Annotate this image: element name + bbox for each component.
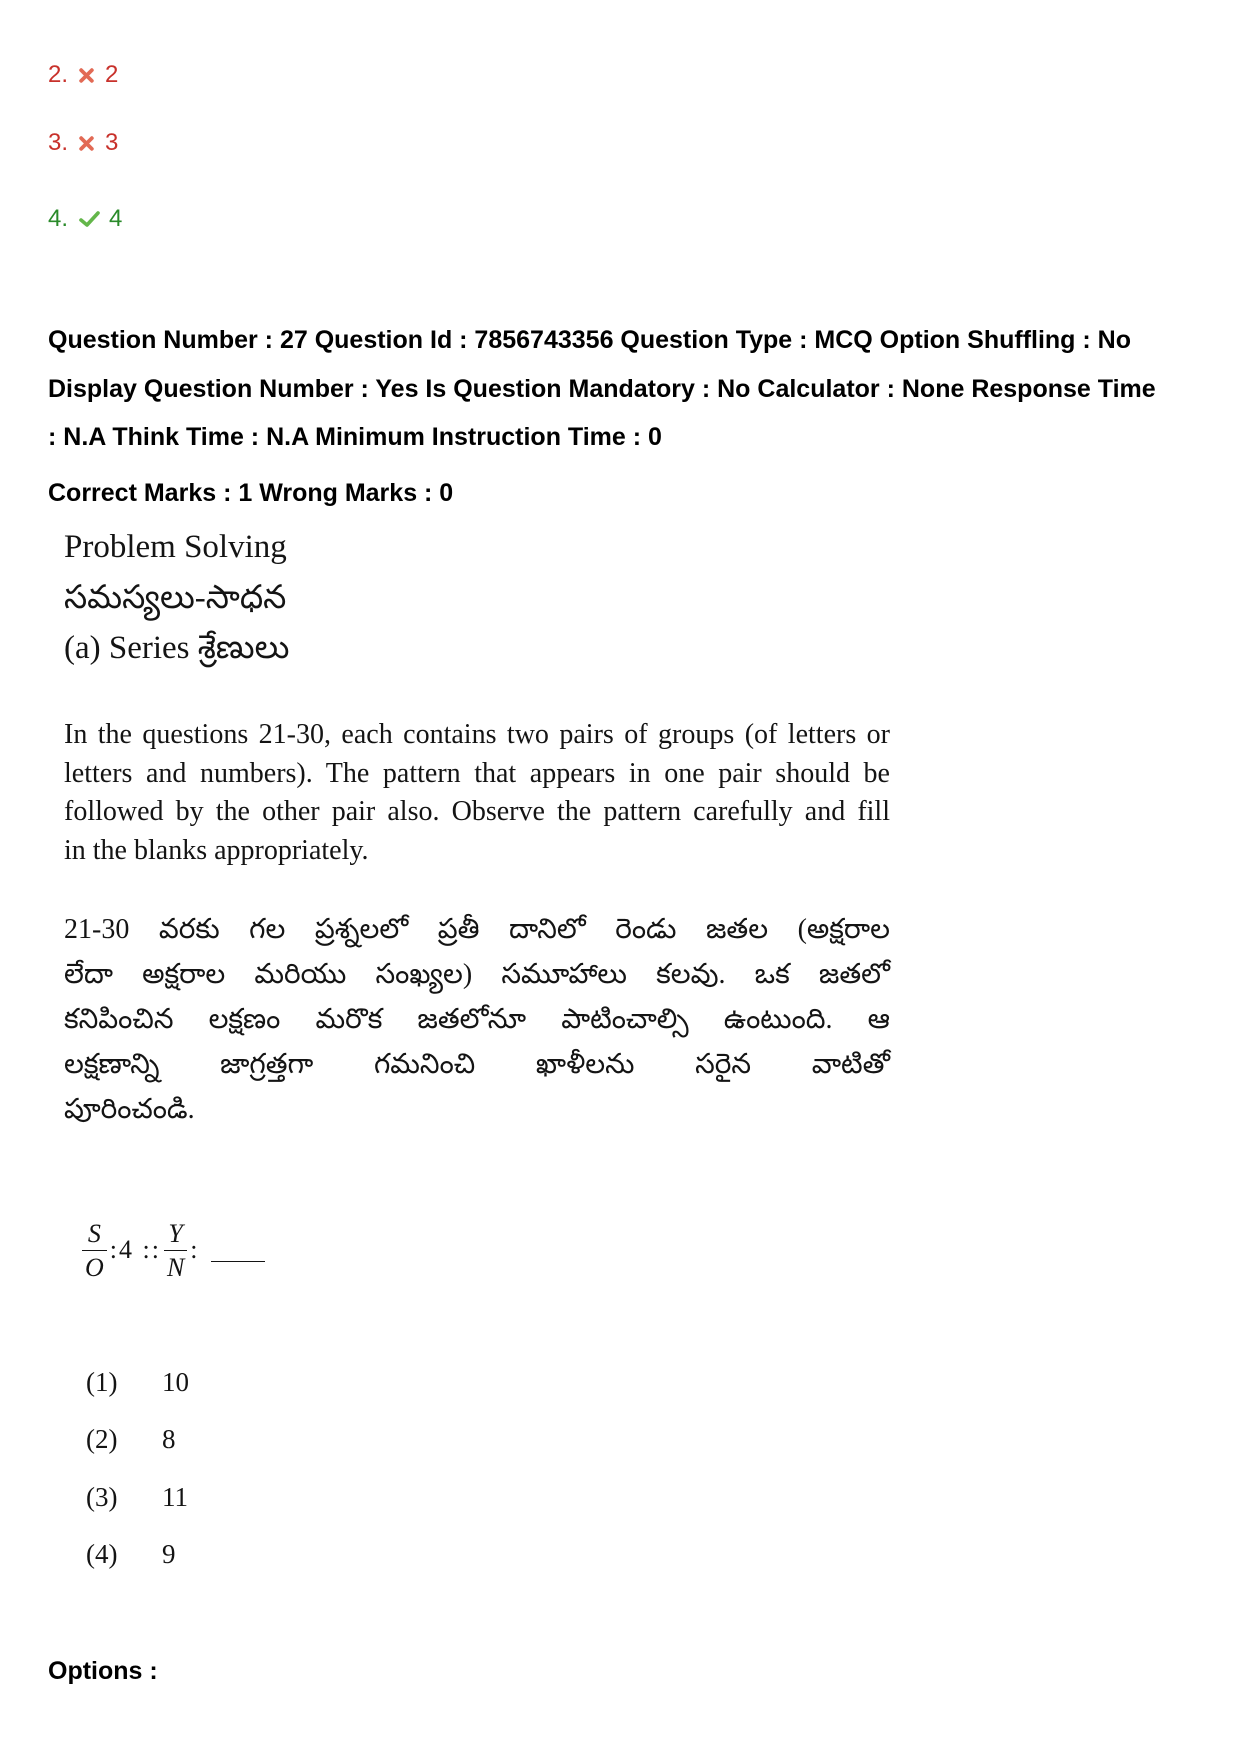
- question-heading: Problem Solving: [64, 529, 287, 565]
- choice-list: [86, 1354, 286, 1583]
- question-marks: Correct Marks : 1 Wrong Marks : 0: [48, 479, 454, 507]
- options-heading: Options :: [48, 1657, 158, 1685]
- answer-option-value: 4: [109, 205, 123, 232]
- question-image: [64, 522, 890, 1584]
- instructions-line: letters and numbers). The pattern that appears in one pair should be: [64, 757, 890, 789]
- fraction-second: [164, 1217, 187, 1284]
- choice-value: 8: [162, 1424, 176, 1455]
- choice-value: 10: [162, 1367, 189, 1397]
- choice-item: [86, 1526, 286, 1583]
- analogy-operator: :: [190, 1235, 200, 1264]
- analogy-operator: :4 ::: [109, 1235, 161, 1264]
- instructions-line: లేదా అక్షరాల మరియు సంఖ్యల) సమూహాలు కలవు. ఒక జతలో: [64, 958, 890, 990]
- choice-label: (4): [86, 1538, 118, 1569]
- choice-item: [86, 1469, 286, 1526]
- instructions-line: పూరించండి.: [64, 1093, 195, 1125]
- question-meta-line: : N.A Think Time : N.A Minimum Instruction Time : 0: [48, 423, 662, 451]
- answer-option-row: [48, 204, 122, 234]
- fraction-denominator: N: [166, 1252, 185, 1282]
- choice-label: (3): [86, 1481, 118, 1512]
- question-meta: [48, 316, 1156, 462]
- question-heading-telugu: సమస్యలు-సాధన: [64, 579, 287, 616]
- answer-blank: [211, 1261, 265, 1262]
- choice-value: 11: [162, 1481, 188, 1512]
- instructions-telugu: [64, 907, 890, 1132]
- fraction-numerator: Y: [168, 1218, 183, 1248]
- answer-option-row: [48, 60, 118, 90]
- fraction-denominator: O: [85, 1252, 104, 1282]
- instructions-line: 21-30 వరకు గల ప్రశ్నలలో ప్రతీ దానిలో రెండు జతల (అక్షరాల: [64, 913, 890, 945]
- question-section-title: (a) Series శ్రేణులు: [64, 630, 290, 666]
- cross-icon: [78, 135, 95, 152]
- instructions-line: followed by the other pair also. Observe the pattern carefully and fill: [64, 796, 890, 828]
- answer-option-number: 2.: [48, 61, 69, 88]
- answer-option-row: [48, 128, 118, 158]
- fraction-numerator: S: [87, 1218, 101, 1248]
- question-meta-line: Question Number : 27 Question Id : 7856743356 Question Type : MCQ Option Shuffling : No: [48, 326, 1131, 354]
- choice-item: [86, 1411, 286, 1468]
- question-meta-line: Display Question Number : Yes Is Question Mandatory : No Calculator : None Response Time: [48, 374, 1156, 403]
- answer-option-number: 4.: [48, 205, 69, 232]
- analogy-expression: [82, 1216, 265, 1284]
- instructions-line: In the questions 21-30, each contains two pairs of groups (of letters or: [64, 719, 890, 750]
- question-heading-block: [64, 522, 289, 674]
- choice-label: (1): [86, 1367, 118, 1397]
- instructions-line: in the blanks appropriately.: [64, 835, 369, 867]
- answer-option-value: 2: [105, 61, 119, 88]
- answer-option-value: 3: [105, 129, 119, 156]
- instructions-english: [64, 716, 890, 871]
- instructions-line: కనిపించిన లక్షణం మరొక జతలోనూ పాటించాల్సి ఉంటుంది. ఆ: [64, 1003, 890, 1035]
- instructions-line: లక్షణాన్ని జాగ్రత్తగా గమనించి ఖాళీలను సరైన వాటితో: [64, 1048, 890, 1080]
- choice-label: (2): [86, 1424, 118, 1455]
- cross-icon: [78, 67, 95, 84]
- choice-item: [86, 1354, 286, 1411]
- fraction-first: [82, 1217, 107, 1284]
- check-icon: [78, 210, 101, 228]
- answer-option-number: 3.: [48, 129, 69, 156]
- choice-value: 9: [162, 1538, 176, 1569]
